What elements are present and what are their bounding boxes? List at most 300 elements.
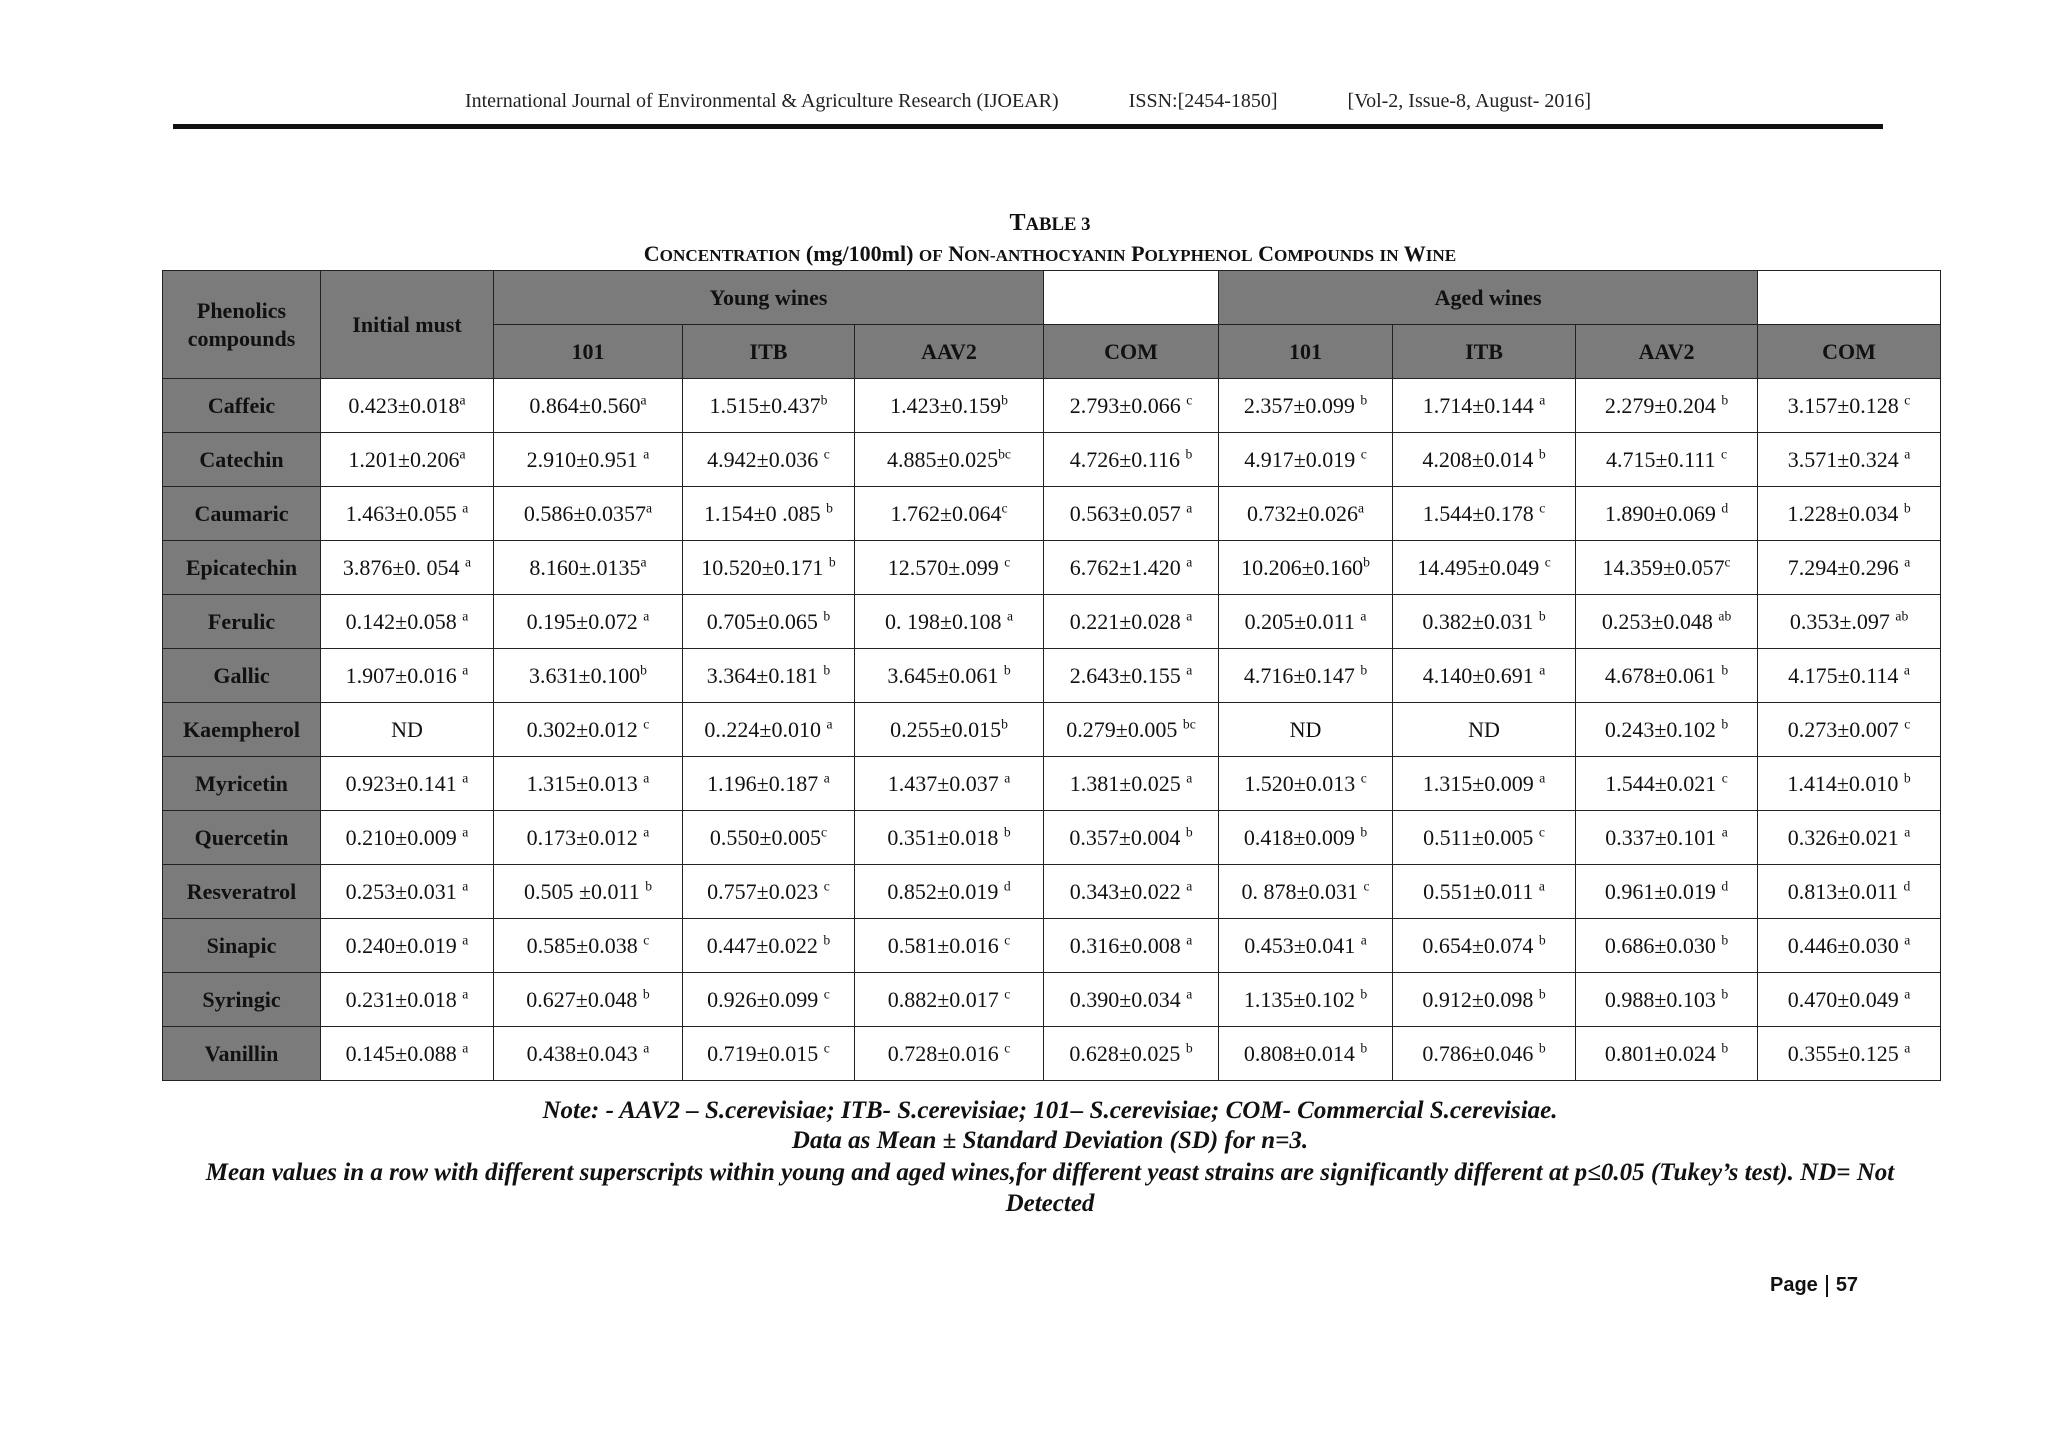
cell-value: 4.885±0.025 bbox=[887, 446, 999, 472]
cell-value: 3.157±0.128 bbox=[1787, 392, 1905, 418]
table-cell bbox=[321, 379, 494, 433]
cell-superscript: a bbox=[462, 1040, 469, 1056]
cell-value: 0.654±0.074 bbox=[1422, 932, 1539, 958]
table-cell bbox=[1393, 865, 1576, 919]
cell-superscript: b bbox=[1721, 392, 1729, 408]
cell-superscript: c bbox=[1904, 392, 1911, 408]
cell-value: 0.470±0.049 bbox=[1787, 986, 1905, 1012]
compound-name: Sinapic bbox=[163, 919, 321, 973]
table-cell bbox=[1576, 811, 1758, 865]
cell-superscript: a bbox=[462, 878, 469, 894]
table-cell bbox=[1393, 811, 1576, 865]
table-cell bbox=[855, 811, 1044, 865]
cell-value: 0.627±0.048 bbox=[526, 986, 643, 1012]
cell-value: 3.645±0.061 bbox=[887, 662, 1004, 688]
issn: ISSN:[2454-1850] bbox=[1128, 90, 1278, 112]
cell-value: 4.678±0.061 bbox=[1604, 662, 1722, 688]
cell-value: 0.864±0.560 bbox=[529, 392, 641, 418]
cell-superscript: c bbox=[821, 824, 828, 840]
table-cell bbox=[683, 379, 855, 433]
cell-value: 0.728±0.016 bbox=[887, 1040, 1005, 1066]
cell-value: 0.145±0.088 bbox=[345, 1040, 463, 1066]
cell-superscript: a bbox=[465, 554, 472, 570]
table-cell bbox=[1393, 595, 1576, 649]
cell-superscript: a bbox=[643, 824, 650, 840]
table-cell bbox=[494, 973, 683, 1027]
cell-superscript: b bbox=[1185, 824, 1193, 840]
cell-superscript: c bbox=[823, 446, 830, 462]
cell-superscript: a bbox=[1186, 662, 1193, 678]
cell-value: 3.876±0. 054 bbox=[342, 554, 465, 580]
cell-value: 0.243±0.102 bbox=[1604, 716, 1722, 742]
cell-value: 0.142±0.058 bbox=[345, 608, 463, 634]
cell-value: 0.337±0.101 bbox=[1605, 824, 1722, 850]
cell-value: 1.315±0.009 bbox=[1422, 770, 1540, 796]
subcol-header: COM bbox=[1758, 325, 1941, 379]
cell-superscript: a bbox=[462, 662, 469, 678]
table-cell bbox=[1393, 379, 1576, 433]
table-cell bbox=[1393, 649, 1576, 703]
table-cell bbox=[1044, 1027, 1219, 1081]
table-cell bbox=[683, 1027, 855, 1081]
cell-value: 0.240±0.019 bbox=[345, 932, 463, 958]
table-cell bbox=[321, 541, 494, 595]
cell-value: 4.208±0.014 bbox=[1422, 446, 1539, 472]
cell-superscript: b bbox=[1363, 554, 1370, 570]
compound-name: Gallic bbox=[163, 649, 321, 703]
cell-superscript: a bbox=[1904, 554, 1911, 570]
cell-value: 0.273±0.007 bbox=[1787, 716, 1905, 742]
table-cell bbox=[1044, 541, 1219, 595]
cell-value: 1.714±0.144 bbox=[1422, 392, 1540, 418]
cell-superscript: a bbox=[1903, 662, 1910, 678]
table-cell bbox=[494, 595, 683, 649]
table-cell bbox=[1576, 703, 1758, 757]
table-cell bbox=[1219, 757, 1393, 811]
subcol-header: ITB bbox=[1393, 325, 1576, 379]
subcol-header: ITB bbox=[683, 325, 855, 379]
table-cell bbox=[855, 433, 1044, 487]
compound-name: Caumaric bbox=[163, 487, 321, 541]
cell-superscript: a bbox=[1539, 392, 1546, 408]
table-cell bbox=[1219, 1027, 1393, 1081]
cell-superscript: a bbox=[1538, 878, 1545, 894]
cell-value: 0.231±0.018 bbox=[345, 986, 463, 1012]
table-cell bbox=[321, 1027, 494, 1081]
table-row bbox=[163, 649, 1941, 703]
cell-value: ND bbox=[391, 716, 423, 742]
cell-value: 0.253±0.048 bbox=[1601, 608, 1719, 634]
table-cell bbox=[1576, 487, 1758, 541]
cell-value: ND bbox=[1468, 716, 1500, 742]
cell-superscript: a bbox=[640, 554, 647, 570]
table-cell bbox=[1393, 433, 1576, 487]
cell-value: 0.563±0.057 bbox=[1069, 500, 1187, 526]
cell-value: 0.705±0.065 bbox=[706, 608, 824, 634]
cell-superscript: b bbox=[1538, 932, 1546, 948]
table-cell bbox=[1576, 973, 1758, 1027]
table-cell bbox=[683, 811, 855, 865]
cell-superscript: a bbox=[462, 500, 469, 516]
table-cell bbox=[1044, 973, 1219, 1027]
table-cell bbox=[494, 703, 683, 757]
cell-superscript: a bbox=[1904, 824, 1911, 840]
table-cell bbox=[855, 865, 1044, 919]
table-title: CONCENTRATION (mg/100ml) OF NON-ANTHOCYANIN POLYPHENOL COMPOUNDS IN WINE bbox=[643, 241, 1457, 266]
cell-superscript: c bbox=[1904, 716, 1911, 732]
cell-value: 0.195±0.072 bbox=[526, 608, 644, 634]
cell-value: 0.221±0.028 bbox=[1069, 608, 1187, 634]
table-cell bbox=[494, 379, 683, 433]
note-significance: Mean values in a row with different superscripts within young and aged wines,for different yeast strains are significantly different at p≤0.05 (Tukey’s test). ND= Not Detected bbox=[205, 1159, 1895, 1217]
cell-value: 0.586±0.0357 bbox=[523, 500, 646, 526]
table-cell bbox=[683, 703, 855, 757]
cell-value: 0.852±0.019 bbox=[887, 878, 1004, 904]
cell-value: 1.762±0.064 bbox=[890, 500, 1002, 526]
cell-value: 0.801±0.024 bbox=[1604, 1040, 1722, 1066]
cell-superscript: a bbox=[462, 608, 469, 624]
table-cell bbox=[1758, 649, 1941, 703]
table-cell bbox=[855, 973, 1044, 1027]
cell-value: 0.316±0.008 bbox=[1069, 932, 1187, 958]
cell-superscript: b bbox=[640, 662, 647, 678]
table-cell bbox=[683, 487, 855, 541]
table-cell bbox=[321, 973, 494, 1027]
cell-superscript: a bbox=[643, 608, 650, 624]
cell-superscript: b bbox=[1360, 662, 1368, 678]
header-blank-young bbox=[1044, 271, 1219, 325]
table-row bbox=[163, 811, 1941, 865]
table-cell bbox=[855, 757, 1044, 811]
cell-value: ND bbox=[1289, 716, 1322, 742]
cell-value: 0.719±0.015 bbox=[707, 1040, 824, 1066]
table-cell bbox=[1576, 379, 1758, 433]
cell-value: 3.571±0.324 bbox=[1787, 446, 1905, 472]
cell-superscript: b bbox=[1903, 500, 1911, 516]
cell-value: 0.423±0.018 bbox=[348, 392, 460, 418]
table-cell bbox=[1219, 541, 1393, 595]
cell-value: 0.808±0.014 bbox=[1243, 1040, 1361, 1066]
cell-superscript: a bbox=[462, 770, 469, 786]
cell-superscript: d bbox=[1903, 878, 1911, 894]
note-abbreviations: Note: - AAV2 – S.cerevisiae; ITB- S.cerevisiae; 101– S.cerevisiae; COM- Commercial S.cerevisiae. bbox=[542, 1097, 1558, 1124]
table-cell bbox=[494, 649, 683, 703]
cell-value: 2.643±0.155 bbox=[1069, 662, 1187, 688]
cell-superscript: b bbox=[1721, 716, 1729, 732]
table-cell bbox=[683, 973, 855, 1027]
table-row bbox=[163, 919, 1941, 973]
header-rule bbox=[173, 124, 1883, 129]
cell-superscript: a bbox=[1360, 608, 1367, 624]
cell-superscript: b bbox=[642, 986, 650, 1002]
table-cell bbox=[1044, 811, 1219, 865]
cell-value: 0.355±0.125 bbox=[1787, 1040, 1905, 1066]
table-cell bbox=[494, 811, 683, 865]
table-cell bbox=[1044, 649, 1219, 703]
table-cell bbox=[494, 757, 683, 811]
cell-value: 0.786±0.046 bbox=[1422, 1040, 1539, 1066]
table-cell bbox=[1393, 487, 1576, 541]
table-cell bbox=[1393, 973, 1576, 1027]
cell-value: 1.520±0.013 bbox=[1244, 770, 1361, 796]
cell-value: 0.210±0.009 bbox=[345, 824, 463, 850]
cell-value: 4.175±0.114 bbox=[1788, 662, 1904, 688]
table-cell bbox=[1758, 433, 1941, 487]
table-cell bbox=[1393, 1027, 1576, 1081]
cell-value: 0.961±0.019 bbox=[1604, 878, 1722, 904]
cell-superscript: c bbox=[1360, 446, 1367, 462]
cell-superscript: a bbox=[462, 932, 469, 948]
cell-value: 0.988±0.103 bbox=[1604, 986, 1722, 1012]
volume-issue: [Vol-2, Issue-8, August- 2016] bbox=[1347, 90, 1592, 112]
table-row bbox=[163, 487, 1941, 541]
table-cell bbox=[1044, 433, 1219, 487]
cell-superscript: a bbox=[823, 770, 830, 786]
table-cell bbox=[1044, 919, 1219, 973]
cell-value: 1.890±0.069 bbox=[1604, 500, 1722, 526]
cell-value: 1.315±0.013 bbox=[526, 770, 644, 796]
compound-name: Vanillin bbox=[163, 1027, 321, 1081]
cell-superscript: c bbox=[1539, 500, 1546, 516]
table-row bbox=[163, 433, 1941, 487]
table-cell bbox=[321, 649, 494, 703]
table-cell bbox=[1219, 649, 1393, 703]
cell-superscript: a bbox=[646, 500, 653, 516]
cell-superscript: a bbox=[1186, 500, 1193, 516]
cell-superscript: b bbox=[1001, 716, 1008, 732]
cell-value: 1.544±0.178 bbox=[1422, 500, 1540, 526]
cell-superscript: d bbox=[1003, 878, 1011, 894]
cell-superscript: b bbox=[1538, 608, 1546, 624]
table-cell bbox=[1219, 595, 1393, 649]
cell-value: 0.686±0.030 bbox=[1604, 932, 1722, 958]
table-cell bbox=[1219, 865, 1393, 919]
cell-superscript: b bbox=[1185, 1040, 1193, 1056]
cell-superscript: c bbox=[823, 1040, 830, 1056]
cell-superscript: b bbox=[1360, 986, 1368, 1002]
cell-superscript: c bbox=[1360, 770, 1367, 786]
cell-value: 0.357±0.004 bbox=[1069, 824, 1186, 850]
subcol-header: AAV2 bbox=[1576, 325, 1758, 379]
cell-value: 7.294±0.296 bbox=[1787, 554, 1905, 580]
table-cell bbox=[855, 649, 1044, 703]
table-cell bbox=[321, 757, 494, 811]
table-cell bbox=[855, 379, 1044, 433]
cell-value: 0.343±0.022 bbox=[1069, 878, 1187, 904]
cell-value: 0.505 ±0.011 bbox=[523, 878, 646, 904]
cell-superscript: c bbox=[1544, 554, 1551, 570]
subcol-header: AAV2 bbox=[855, 325, 1044, 379]
cell-superscript: bc bbox=[1182, 716, 1196, 732]
table-cell bbox=[1758, 757, 1941, 811]
table-cell bbox=[1044, 865, 1219, 919]
cell-superscript: d bbox=[1721, 500, 1729, 516]
cell-superscript: ab bbox=[1718, 608, 1732, 624]
header-blank-aged bbox=[1758, 271, 1941, 325]
cell-superscript: a bbox=[1360, 932, 1367, 948]
cell-superscript: a bbox=[1007, 608, 1014, 624]
table-row bbox=[163, 757, 1941, 811]
table-row bbox=[163, 1027, 1941, 1081]
cell-superscript: b bbox=[645, 878, 653, 894]
cell-value: 4.715±0.111 bbox=[1606, 446, 1721, 472]
table-cell bbox=[321, 811, 494, 865]
cell-superscript: a bbox=[1721, 824, 1728, 840]
table-cell bbox=[1219, 487, 1393, 541]
cell-superscript: b bbox=[823, 932, 831, 948]
table-cell bbox=[321, 487, 494, 541]
table-cell bbox=[1219, 811, 1393, 865]
cell-superscript: b bbox=[823, 662, 831, 678]
table-cell bbox=[683, 865, 855, 919]
cell-value: 1.463±0.055 bbox=[345, 500, 463, 526]
table-cell bbox=[1044, 595, 1219, 649]
header-phenolics: Phenolics compounds bbox=[163, 271, 321, 379]
subcol-header: COM bbox=[1044, 325, 1219, 379]
cell-value: 0.279±0.005 bbox=[1066, 716, 1183, 742]
cell-value: 4.716±0.147 bbox=[1243, 662, 1361, 688]
cell-superscript: b bbox=[1721, 932, 1729, 948]
cell-superscript: b bbox=[1903, 770, 1911, 786]
cell-superscript: b bbox=[1721, 986, 1729, 1002]
cell-value: 0.255±0.015 bbox=[890, 716, 1002, 742]
table-cell bbox=[1576, 541, 1758, 595]
cell-value: 1.154±0 .085 bbox=[704, 500, 827, 526]
cell-superscript: c bbox=[643, 716, 650, 732]
journal-title: International Journal of Environmental & Agriculture Research (IJOEAR) bbox=[464, 90, 1059, 112]
cell-value: 14.495±0.049 bbox=[1417, 554, 1545, 580]
cell-value: 0.205±0.011 bbox=[1244, 608, 1361, 634]
table-cell bbox=[855, 1027, 1044, 1081]
cell-value: 0.302±0.012 bbox=[526, 716, 644, 742]
cell-value: 1.228±0.034 bbox=[1787, 500, 1904, 526]
compound-name: Resveratrol bbox=[163, 865, 321, 919]
table-cell bbox=[321, 865, 494, 919]
table-cell bbox=[1044, 757, 1219, 811]
table-number: TABLE 3 bbox=[1009, 210, 1091, 236]
table-cell bbox=[1393, 757, 1576, 811]
cell-superscript: c bbox=[1186, 392, 1193, 408]
cell-superscript: c bbox=[1724, 554, 1731, 570]
cell-value: 0.813±0.011 bbox=[1787, 878, 1904, 904]
cell-superscript: c bbox=[643, 932, 650, 948]
table-cell bbox=[1219, 433, 1393, 487]
table-row bbox=[163, 541, 1941, 595]
cell-value: 0.173±0.012 bbox=[526, 824, 644, 850]
cell-value: 2.793±0.066 bbox=[1069, 392, 1187, 418]
table-cell bbox=[1393, 919, 1576, 973]
cell-superscript: c bbox=[823, 878, 830, 894]
table-cell bbox=[494, 919, 683, 973]
table-cell bbox=[1044, 487, 1219, 541]
cell-superscript: c bbox=[1004, 554, 1011, 570]
cell-superscript: c bbox=[1004, 1040, 1011, 1056]
table-cell bbox=[1576, 595, 1758, 649]
cell-superscript: a bbox=[1186, 986, 1193, 1002]
cell-superscript: a bbox=[462, 986, 469, 1002]
cell-value: 1.544±0.021 bbox=[1605, 770, 1722, 796]
cell-value: 1.907±0.016 bbox=[345, 662, 463, 688]
cell-value: 1.414±0.010 bbox=[1787, 770, 1904, 796]
table-cell bbox=[855, 919, 1044, 973]
table-cell bbox=[494, 541, 683, 595]
table-cell bbox=[683, 433, 855, 487]
cell-superscript: a bbox=[1904, 932, 1911, 948]
compound-name: Syringic bbox=[163, 973, 321, 1027]
table-cell bbox=[1758, 595, 1941, 649]
header-young-wines: Young wines bbox=[494, 271, 1044, 325]
table-cell bbox=[855, 703, 1044, 757]
cell-value: 0.882±0.017 bbox=[887, 986, 1005, 1012]
subcol-header: 101 bbox=[1219, 325, 1393, 379]
compound-name: Epicatechin bbox=[163, 541, 321, 595]
table-cell bbox=[321, 595, 494, 649]
table-cell bbox=[1576, 757, 1758, 811]
compound-name: Kaempherol bbox=[163, 703, 321, 757]
table-cell bbox=[1758, 973, 1941, 1027]
cell-superscript: bc bbox=[998, 446, 1011, 462]
table-row bbox=[163, 379, 1941, 433]
cell-superscript: a bbox=[1904, 446, 1911, 462]
table-cell bbox=[321, 703, 494, 757]
cell-superscript: b bbox=[1001, 392, 1008, 408]
cell-value: 0.353±.097 bbox=[1789, 608, 1896, 634]
cell-superscript: d bbox=[1721, 878, 1729, 894]
cell-superscript: b bbox=[1538, 1040, 1546, 1056]
table-cell bbox=[1758, 811, 1941, 865]
cell-superscript: a bbox=[1539, 662, 1546, 678]
table-cell bbox=[1576, 865, 1758, 919]
cell-value: 0.550±0.005 bbox=[709, 824, 821, 850]
cell-value: 0.912±0.098 bbox=[1422, 986, 1539, 1012]
table-cell bbox=[855, 487, 1044, 541]
table-row bbox=[163, 865, 1941, 919]
cell-value: 0.453±0.041 bbox=[1244, 932, 1361, 958]
table-cell bbox=[1758, 865, 1941, 919]
cell-value: 6.762±1.420 bbox=[1069, 554, 1187, 580]
cell-superscript: a bbox=[643, 446, 650, 462]
cell-value: 2.279±0.204 bbox=[1604, 392, 1722, 418]
cell-superscript: b bbox=[1360, 1040, 1368, 1056]
cell-value: 1.515±0.437 bbox=[709, 392, 821, 418]
cell-superscript: c bbox=[1004, 932, 1011, 948]
cell-value: 0.585±0.038 bbox=[526, 932, 644, 958]
cell-value: 0.551±0.011 bbox=[1423, 878, 1539, 904]
cell-value: 0.326±0.021 bbox=[1787, 824, 1905, 850]
table-cell bbox=[1219, 379, 1393, 433]
compound-name: Ferulic bbox=[163, 595, 321, 649]
table-cell bbox=[1576, 1027, 1758, 1081]
cell-superscript: a bbox=[1904, 986, 1911, 1002]
cell-superscript: a bbox=[1186, 554, 1193, 570]
cell-superscript: b bbox=[1360, 392, 1368, 408]
cell-value: 4.942±0.036 bbox=[707, 446, 824, 472]
cell-superscript: a bbox=[1186, 770, 1193, 786]
cell-value: 10.206±0.160 bbox=[1241, 554, 1364, 580]
cell-superscript: a bbox=[1186, 608, 1193, 624]
cell-value: 2.910±0.951 bbox=[526, 446, 644, 472]
table-cell bbox=[1576, 433, 1758, 487]
cell-superscript: ab bbox=[1895, 608, 1909, 624]
compound-name: Catechin bbox=[163, 433, 321, 487]
subcol-header: 101 bbox=[494, 325, 683, 379]
cell-value: 1.381±0.025 bbox=[1069, 770, 1187, 796]
cell-value: 0.926±0.099 bbox=[707, 986, 824, 1012]
table-cell bbox=[1758, 379, 1941, 433]
cell-superscript: b bbox=[1538, 986, 1546, 1002]
table-row bbox=[163, 973, 1941, 1027]
table-cell bbox=[1044, 379, 1219, 433]
